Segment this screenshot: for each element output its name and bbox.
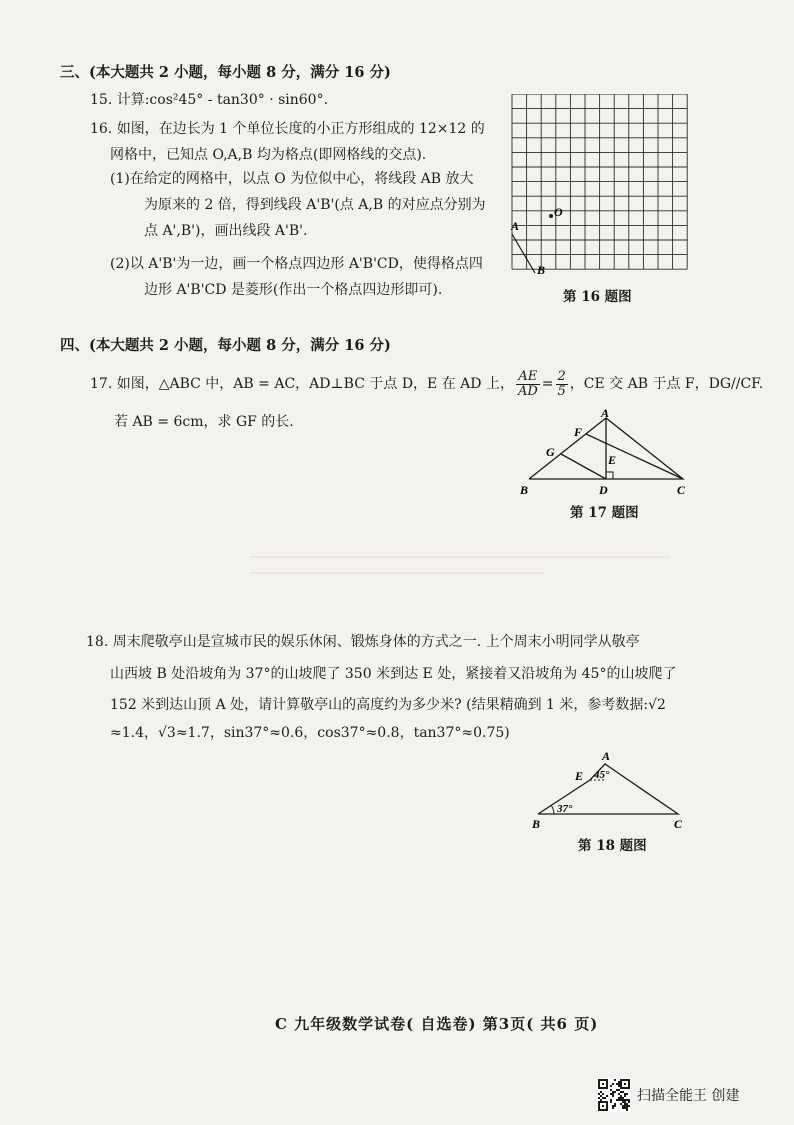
fraction-denominator: 5: [557, 383, 566, 399]
label-angle45: 45°: [594, 769, 610, 781]
segment-dg: [561, 454, 606, 479]
label-a: A: [511, 219, 520, 233]
fraction-denominator: AD: [517, 383, 538, 399]
section3-heading: 三、(本大题共 2 小题，每小题 8 分，满分 16 分): [60, 64, 391, 81]
label-b: B: [532, 817, 541, 831]
label-f: F: [574, 425, 583, 439]
figure18-caption: 第 18 题图: [578, 838, 647, 854]
q17-line2: 若 AB = 6cm，求 GF 的长.: [114, 414, 294, 430]
q18-line4: ≈1.4，√3≈1.7，sin37°≈0.6，cos37°≈0.8，tan37°≈0.75): [110, 725, 510, 741]
q16-part1-line2: 为原来的 2 倍，得到线段 A'B'(点 A,B 的对应点分别为: [144, 197, 486, 213]
q16-part2-line2: 边形 A'B'CD 是菱形(作出一个格点四边形即可).: [144, 282, 443, 298]
fraction-ae-ad: [516, 370, 540, 399]
label-e: E: [608, 453, 617, 467]
q18-line1: 18. 周末爬敬亭山是宣城市民的娱乐休闲、锻炼身体的方式之一. 上个周末小明同学从敬亭: [86, 634, 640, 650]
page-footer: C 九年级数学试卷( 自选卷) 第3页( 共6 页): [275, 1015, 599, 1033]
label-a: A: [602, 750, 611, 763]
q17-line1: [90, 367, 763, 401]
angle-37-arc: [551, 805, 554, 814]
label-c: C: [677, 483, 686, 497]
label-e: E: [575, 769, 584, 783]
label-c: C: [674, 817, 683, 831]
fraction-numerator: AE: [516, 370, 540, 385]
qr-code-icon: [597, 1078, 631, 1112]
figure16-caption: 第 16 题图: [563, 289, 632, 305]
label-a: A: [601, 406, 610, 420]
label-d: D: [599, 483, 608, 497]
label-o: O: [554, 205, 563, 219]
q16-part2-line1: (2)以 A'B'为一边，画一个格点四边形 A'B'CD，使得格点四: [110, 256, 483, 272]
right-angle-mark: [606, 472, 613, 479]
section4-heading: 四、(本大题共 2 小题，每小题 8 分，满分 16 分): [60, 337, 391, 354]
q16-part1-line3: 点 A',B')，画出线段 A'B'.: [144, 223, 308, 239]
q16-part1-line1: (1)在给定的网格中，以点 O 为位似中心，将线段 AB 放大: [110, 171, 474, 187]
fraction-two-fifths: [556, 370, 568, 399]
q18-line3: 152 米到达山顶 A 处，请计算敬亭山的高度约为多少米? (结果精确到 1 米，参考数据:√2: [110, 697, 666, 713]
q18-slope-figure: [528, 750, 693, 832]
label-g: G: [546, 445, 555, 459]
q17-prefix: 17. 如图，△ABC 中，AB = AC，AD⊥BC 于点 D，E 在 AD 上，: [90, 376, 514, 392]
bleed-through-text: [250, 550, 670, 610]
q16-grid-figure: [505, 94, 690, 284]
fraction-numerator: 2: [557, 368, 566, 384]
watermark-text: 扫描全能王 创建: [637, 1088, 740, 1104]
q15-text: 15. 计算:cos²45° - tan30° · sin60°.: [90, 92, 329, 108]
label-b: B: [520, 483, 529, 497]
grid-lines: [512, 94, 687, 269]
point-o: [549, 214, 553, 218]
q16-line1: 16. 如图，在边长为 1 个单位长度的小正方形组成的 12×12 的: [90, 121, 485, 137]
q17-suffix: ，CE 交 AB 于点 F，DG//CF.: [569, 376, 764, 392]
label-b: B: [537, 263, 546, 277]
q17-triangle-figure: [515, 406, 695, 498]
equals-sign: =: [541, 376, 554, 392]
figure17-caption: 第 17 题图: [570, 505, 639, 521]
label-angle37: 37°: [557, 803, 573, 815]
q16-line2: 网格中，已知点 O,A,B 均为格点(即网格线的交点).: [110, 147, 427, 163]
q18-line2: 山西坡 B 处沿坡角为 37°的山坡爬了 350 米到达 E 处，紧接着又沿坡角为 45°的山坡爬了: [110, 666, 677, 682]
